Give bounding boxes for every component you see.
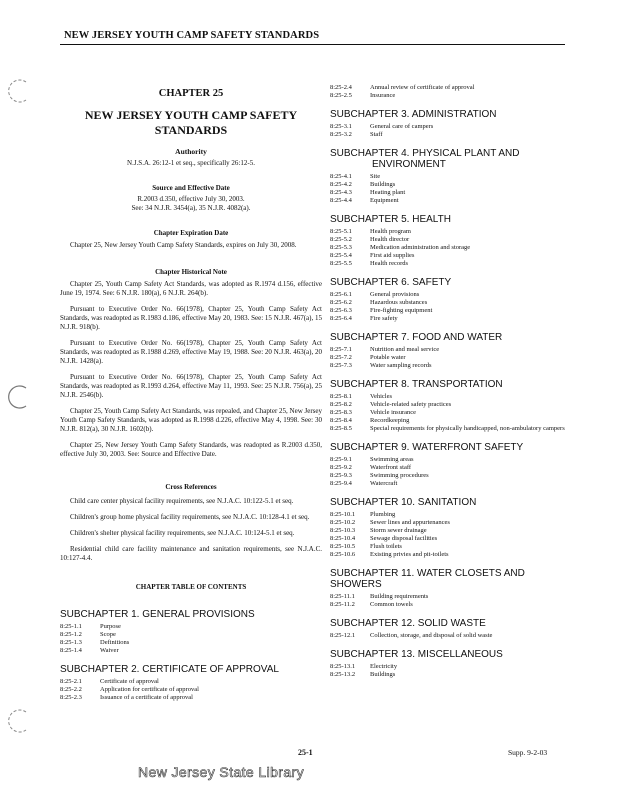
toc-entry	[60, 678, 322, 686]
section-number: 8:25-8.5	[330, 425, 352, 432]
punch-hole-icon	[4, 708, 30, 734]
section-number: 8:25-4.2	[330, 181, 352, 188]
toc-entry	[330, 84, 566, 92]
subchapter-sections	[330, 456, 566, 488]
subchapter-sections	[330, 346, 566, 370]
right-column	[330, 84, 566, 679]
section-title: Building requirements	[370, 593, 429, 600]
toc-entry	[330, 480, 566, 488]
toc-entry	[60, 623, 322, 631]
toc-entry	[330, 362, 566, 370]
section-title: Flush toilets	[370, 543, 402, 550]
supplement-date: Supp. 9-2-03	[508, 748, 548, 757]
toc-entry	[330, 123, 566, 131]
section-title: Nutrition and meal service	[370, 346, 440, 353]
toc-entry	[330, 92, 566, 100]
section-title: Medication administration and storage	[370, 244, 471, 251]
left-column	[60, 84, 322, 702]
section-title: Fire safety	[370, 315, 398, 322]
section-number: 8:25-8.1	[330, 393, 352, 400]
section-number: 8:25-10.3	[330, 527, 356, 534]
library-stamp: New Jersey State Library	[138, 764, 304, 780]
history-paragraph: Pursuant to Executive Order No. 66(1978), Chapter 25, Youth Camp Safety Act Standards, was readopted as R.1988 d.269, effective May 19, 1988. See: 20 N.J.R. 463(a), 20 N.J.R. 1428(a).	[60, 339, 322, 365]
cross-reference: Children's shelter physical facility requirements, see N.J.A.C. 10:124-5.1 et seq.	[70, 529, 295, 537]
expiration-heading: Chapter Expiration Date	[153, 229, 229, 237]
section-number: 8:25-1.1	[60, 623, 82, 630]
toc-entry	[330, 671, 566, 679]
section-title: Special requirements for physically handicapped, non-ambulatory campers	[370, 425, 565, 432]
toc-entry	[330, 346, 566, 354]
subchapter-sections	[60, 623, 322, 655]
section-title: Buildings	[370, 671, 396, 678]
source-heading: Source and Effective Date	[152, 184, 230, 192]
toc-entry	[60, 694, 322, 702]
subchapter-title-line: SUBCHAPTER 1. GENERAL PROVISIONS	[60, 609, 255, 620]
section-title: Health records	[370, 260, 409, 267]
toc-entry	[330, 315, 566, 323]
subchapter-title-line: ENVIRONMENT	[372, 159, 446, 170]
section-title: Fire-fighting equipment	[370, 307, 433, 314]
toc-entry	[330, 593, 566, 601]
section-title: Collection, storage, and disposal of solid waste	[370, 632, 493, 639]
subchapter-title	[330, 214, 566, 225]
section-title: Sewage disposal facilities	[370, 535, 438, 542]
section-number: 8:25-12.1	[330, 632, 356, 639]
section-number: 8:25-9.1	[330, 456, 352, 463]
history-notes	[60, 280, 322, 459]
section-title: Definitions	[100, 639, 130, 646]
section-title: Common towels	[370, 601, 413, 608]
subchapter-title	[330, 277, 566, 288]
history-paragraph: Pursuant to Executive Order No. 66(1978), Chapter 25, Youth Camp Safety Act Standards, was readopted as R.1993 d.264, effective May 11, 1993. See: 25 N.J.R. 756(a), 25 N.J.R. 2546(b).	[60, 373, 322, 399]
toc-entry	[330, 417, 566, 425]
section-number: 8:25-5.2	[330, 236, 352, 243]
subchapter-title-line: SUBCHAPTER 11. WATER CLOSETS AND SHOWERS	[330, 568, 525, 590]
toc-entry	[330, 173, 566, 181]
toc-entry	[330, 189, 566, 197]
toc-entry	[330, 228, 566, 236]
section-title: Scope	[100, 631, 116, 638]
section-title: Vehicles	[370, 393, 393, 400]
toc-entry	[330, 472, 566, 480]
section-number: 8:25-13.2	[330, 671, 356, 678]
section-number: 8:25-13.1	[330, 663, 356, 670]
toc-entry	[330, 543, 566, 551]
section-number: 8:25-10.4	[330, 535, 356, 542]
subchapter-title	[330, 379, 566, 390]
header-rule	[60, 44, 565, 45]
section-number: 8:25-1.2	[60, 631, 82, 638]
subchapter-title	[330, 332, 566, 343]
section-number: 8:25-7.2	[330, 354, 352, 361]
section-title: Recordkeeping	[370, 417, 410, 424]
toc-entry	[330, 409, 566, 417]
section-title: Waiver	[100, 647, 119, 654]
subchapter-title	[330, 649, 566, 660]
toc-heading: CHAPTER TABLE OF CONTENTS	[135, 583, 247, 591]
toc-entry	[330, 456, 566, 464]
subchapter-sections	[330, 291, 566, 323]
section-number: 8:25-4.4	[330, 197, 352, 204]
section-number: 8:25-5.4	[330, 252, 352, 259]
section-number: 8:25-8.3	[330, 409, 352, 416]
section-number: 8:25-9.4	[330, 480, 352, 487]
cross-reference: Residential child care facility maintenance and sanitation requirements, see N.J.A.C. 10:127-4.4.	[60, 545, 322, 562]
section-number: 8:25-10.2	[330, 519, 356, 526]
subchapter-title	[60, 664, 322, 675]
section-number: 8:25-2.3	[60, 694, 82, 701]
section-title: Watercraft	[370, 480, 398, 487]
section-title: Water sampling records	[370, 362, 432, 369]
toc-entry	[330, 663, 566, 671]
section-title: Heating plant	[370, 189, 406, 196]
subchapter-title-line: SUBCHAPTER 8. TRANSPORTATION	[330, 379, 503, 390]
section-title: Application for certificate of approval	[100, 686, 199, 693]
subchapter-title	[330, 109, 566, 120]
toc-continued-items	[330, 84, 566, 100]
section-title: Waterfront staff	[370, 464, 412, 471]
toc-entry	[330, 527, 566, 535]
section-title: Insurance	[370, 92, 396, 99]
toc-entry	[330, 181, 566, 189]
section-number: 8:25-7.1	[330, 346, 352, 353]
history-paragraph: Pursuant to Executive Order No. 66(1978), Chapter 25, Youth Camp Safety Act Standards, was readopted as R.1983 d.186, effective May 20, 1983. See: 15 N.J.R. 467(a), 15 N.J.R. 918(b).	[60, 305, 322, 331]
section-title: General care of campers	[370, 123, 434, 130]
subchapter-title	[330, 568, 566, 590]
toc-entry	[330, 425, 566, 433]
toc-entry	[330, 535, 566, 543]
toc-entry	[330, 291, 566, 299]
section-number: 8:25-10.6	[330, 551, 356, 558]
subchapter-title	[330, 442, 566, 453]
section-number: 8:25-3.2	[330, 131, 352, 138]
toc-entry	[330, 601, 566, 609]
subchapter-title-line: SUBCHAPTER 13. MISCELLANEOUS	[330, 649, 503, 660]
section-title: Existing privies and pit-toilets	[370, 551, 449, 558]
subchapter-title-line: SUBCHAPTER 7. FOOD AND WATER	[330, 332, 503, 343]
subchapter-sections	[330, 123, 566, 139]
chapter-title: NEW JERSEY YOUTH CAMP SAFETY STANDARDS	[84, 108, 298, 137]
toc-entry	[330, 632, 566, 640]
cross-reference: Child care center physical facility requirements, see N.J.A.C. 10:122-5.1 et seq.	[70, 497, 294, 505]
toc-entry	[330, 252, 566, 260]
toc-left	[60, 609, 322, 702]
page-number: 25-1	[298, 748, 313, 757]
section-title: Buildings	[370, 181, 396, 188]
section-title: Swimming procedures	[370, 472, 429, 479]
section-title: Annual review of certificate of approval	[370, 84, 475, 91]
subchapter-sections	[330, 663, 566, 679]
section-title: Vehicle-related safety practices	[370, 401, 452, 408]
section-title: General provisions	[370, 291, 420, 298]
section-number: 8:25-8.4	[330, 417, 352, 424]
section-title: Purpose	[100, 623, 121, 630]
section-number: 8:25-4.1	[330, 173, 352, 180]
subchapter-title-line: SUBCHAPTER 3. ADMINISTRATION	[330, 109, 497, 120]
section-title: Staff	[370, 131, 383, 138]
toc-entry	[60, 686, 322, 694]
source-line: R.2003 d.350, effective July 30, 2003.	[137, 195, 245, 203]
authority-text: N.J.S.A. 26:12-1 et seq., specifically 26:12-5.	[127, 159, 255, 167]
section-number: 8:25-4.3	[330, 189, 352, 196]
section-number: 8:25-10.5	[330, 543, 356, 550]
subchapter-title-line: SUBCHAPTER 5. HEALTH	[330, 214, 451, 225]
section-number: 8:25-11.1	[330, 593, 355, 600]
section-title: Hazardous substances	[370, 299, 428, 306]
source-line: See: 34 N.J.R. 3454(a), 35 N.J.R. 4082(a).	[131, 204, 251, 212]
subchapter-title	[60, 609, 322, 620]
toc-entry	[330, 307, 566, 315]
section-title: Certificate of approval	[100, 678, 159, 685]
subchapter-title	[330, 148, 566, 170]
section-title: Electricity	[370, 663, 398, 670]
section-title: Site	[370, 173, 381, 180]
section-title: Issuance of a certificate of approval	[100, 694, 193, 701]
section-number: 8:25-2.5	[330, 92, 352, 99]
toc-entry	[330, 354, 566, 362]
section-title: Health director	[370, 236, 410, 243]
toc-right	[330, 109, 566, 679]
subchapter-sections	[330, 393, 566, 433]
toc-entry	[60, 631, 322, 639]
chapter-number: CHAPTER 25	[158, 88, 224, 99]
section-title: Plumbing	[370, 511, 396, 518]
history-paragraph: Chapter 25, New Jersey Youth Camp Safety Standards, was readopted as R.2003 d.350, effective July 30, 2003. See: Source and Effective Date.	[60, 441, 322, 458]
section-number: 8:25-2.4	[330, 84, 352, 91]
toc-entry	[60, 639, 322, 647]
section-number: 8:25-1.4	[60, 647, 82, 654]
section-title: Storm sewer drainage	[370, 527, 427, 534]
subchapter-title	[330, 497, 566, 508]
section-number: 8:25-5.5	[330, 260, 352, 267]
section-number: 8:25-3.1	[330, 123, 352, 130]
section-title: Swimming areas	[370, 456, 414, 463]
section-number: 8:25-11.2	[330, 601, 355, 608]
toc-entry	[330, 393, 566, 401]
toc-entry	[330, 236, 566, 244]
punch-hole-icon	[4, 384, 30, 410]
section-title: Sewer lines and appurtenances	[370, 519, 450, 526]
history-paragraph: Chapter 25, Youth Camp Safety Act Standards, was adopted as R.1974 d.156, effective June 19, 1974. See: 6 N.J.R. 180(a), 6 N.J.R. 264(b).	[60, 280, 322, 297]
section-number: 8:25-2.2	[60, 686, 82, 693]
subchapter-title-line: SUBCHAPTER 12. SOLID WASTE	[330, 618, 486, 629]
authority-heading: Authority	[175, 147, 207, 156]
section-number: 8:25-6.1	[330, 291, 352, 298]
subchapter-title-line: SUBCHAPTER 2. CERTIFICATE OF APPROVAL	[60, 664, 279, 675]
toc-entry	[330, 401, 566, 409]
toc-entry	[330, 299, 566, 307]
cross-reference: Children's group home physical facility requirements, see N.J.A.C. 10:128-4.1 et seq.	[70, 513, 310, 521]
toc-entry	[330, 197, 566, 205]
subchapter-title-line: SUBCHAPTER 4. PHYSICAL PLANT AND	[330, 148, 520, 159]
section-number: 8:25-2.1	[60, 678, 82, 685]
section-number: 8:25-6.4	[330, 315, 352, 322]
section-number: 8:25-1.3	[60, 639, 82, 646]
section-title: Vehicle insurance	[370, 409, 417, 416]
section-number: 8:25-10.1	[330, 511, 356, 518]
subchapter-title	[330, 618, 566, 629]
section-number: 8:25-6.3	[330, 307, 352, 314]
subchapter-sections	[330, 173, 566, 205]
subchapter-sections	[330, 632, 566, 640]
toc-entry	[330, 464, 566, 472]
section-number: 8:25-9.3	[330, 472, 352, 479]
subchapter-title-line: SUBCHAPTER 9. WATERFRONT SAFETY	[330, 442, 524, 453]
punch-hole-icon	[4, 78, 30, 104]
cross-references-heading: Cross References	[165, 483, 217, 491]
section-number: 8:25-8.2	[330, 401, 352, 408]
cross-references	[60, 497, 322, 563]
toc-entry	[330, 131, 566, 139]
toc-entry	[60, 647, 322, 655]
subchapter-title-line: SUBCHAPTER 6. SAFETY	[330, 277, 452, 288]
history-heading: Chapter Historical Note	[155, 268, 227, 276]
section-number: 8:25-6.2	[330, 299, 352, 306]
toc-entry	[330, 260, 566, 268]
section-number: 8:25-9.2	[330, 464, 352, 471]
toc-entry	[330, 519, 566, 527]
running-head: NEW JERSEY YOUTH CAMP SAFETY STANDARDS	[64, 30, 320, 41]
subchapter-sections	[330, 511, 566, 559]
history-paragraph: Chapter 25, Youth Camp Safety Act Standards, was repealed, and Chapter 25, New Jersey Youth Camp Safety Standards, was adopted as R.1998 d.226, effective May 4, 1998. See: 30 N.J.R. 812(a), 30 N.J.R. 1602(b).	[60, 407, 322, 433]
section-title: Equipment	[370, 197, 399, 204]
expiration-text: Chapter 25, New Jersey Youth Camp Safety Standards, expires on July 30, 2008.	[70, 241, 297, 249]
subchapter-sections	[60, 678, 322, 702]
section-title: Health program	[370, 228, 411, 235]
section-title: Potable water	[370, 354, 406, 361]
toc-entry	[330, 244, 566, 252]
toc-entry	[330, 511, 566, 519]
subchapter-title-line: SUBCHAPTER 10. SANITATION	[330, 497, 477, 508]
section-title: First aid supplies	[370, 252, 415, 259]
section-number: 8:25-5.3	[330, 244, 352, 251]
section-number: 8:25-7.3	[330, 362, 352, 369]
toc-entry	[330, 551, 566, 559]
section-number: 8:25-5.1	[330, 228, 352, 235]
subchapter-sections	[330, 228, 566, 268]
subchapter-sections	[330, 593, 566, 609]
